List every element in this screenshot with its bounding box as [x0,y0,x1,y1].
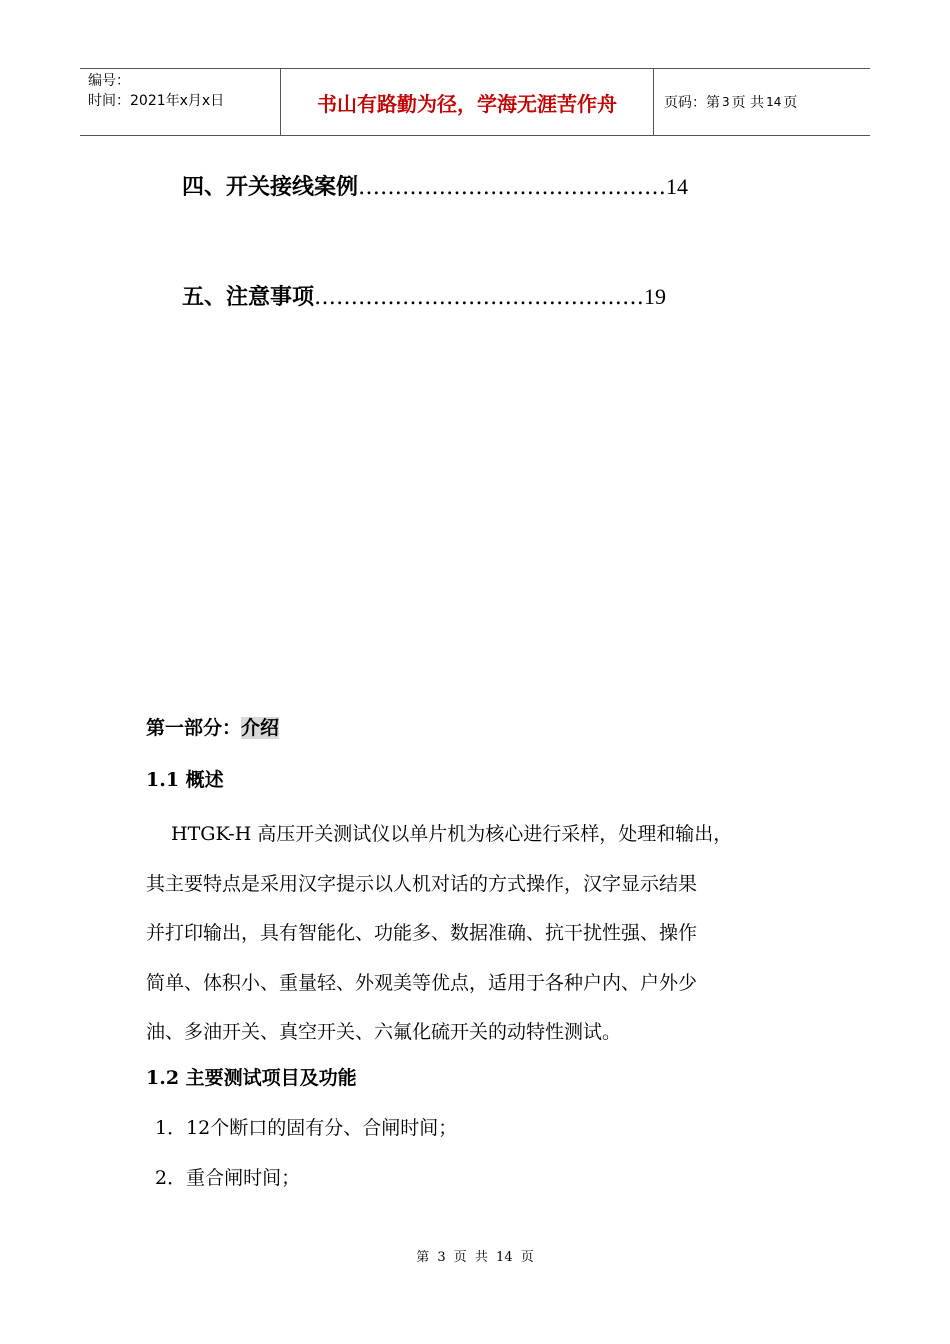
list-item: 1．12个断口的固有分、合闸时间； [155,1117,458,1139]
document-number-label: 编号： [88,73,130,89]
section-heading: 1.2 主要测试项目及功能 [146,1067,357,1089]
page-current: 3 [722,95,730,109]
header-table [80,68,870,136]
part-title-highlight: 介绍 [241,717,280,739]
document-time: 时间：2021年x月x日 [88,93,225,109]
toc-title: 五、注意事项 [182,284,315,310]
part-title [146,713,279,740]
page-total: 14 [766,95,782,109]
header-meta-cell [80,69,281,135]
section-heading: 1.1 概述 [146,769,224,791]
paragraph-line: 简单、体积小、重量轻、外观美等优点，适用于各种户内、户外少 [146,971,698,994]
toc-page-number: 14 [666,174,689,199]
toc-page-number: 19 [644,284,667,309]
toc-entry[interactable] [182,170,688,201]
list-item: 2．重合闸时间； [155,1167,301,1189]
paragraph-line: 油、多油开关、真空开关、六氟化硫开关的动特性测试。 [146,1021,622,1043]
toc-leader-dots: …………………………………… [358,175,667,200]
toc-title: 四、开关接线案例 [182,174,359,200]
overview-paragraph [146,810,826,1058]
paragraph-line: 其主要特点是采用汉字提示以人机对话的方式操作，汉字显示结果 [146,872,698,895]
toc-leader-dots: ……………………………………… [314,285,645,310]
page-footer: 第 3 页 共 14 页 [416,1250,534,1265]
paragraph-line: 并打印输出，具有智能化、功能多、数据准确、抗干扰性强、操作 [146,922,698,944]
paragraph-line: HTGK-H 高压开关测试仪以单片机为核心进行采样，处理和输出， [146,823,733,845]
header-motto: 书山有路勤为径，学海无涯苦作舟 [281,69,654,135]
toc-entry[interactable] [182,280,666,311]
page-suffix: 页 [783,95,798,111]
page-prefix: 页码：第 [664,95,720,111]
header-page-info [654,69,870,135]
part-title-prefix: 第一部分： [146,717,242,739]
page-mid: 页 共 [731,95,765,111]
